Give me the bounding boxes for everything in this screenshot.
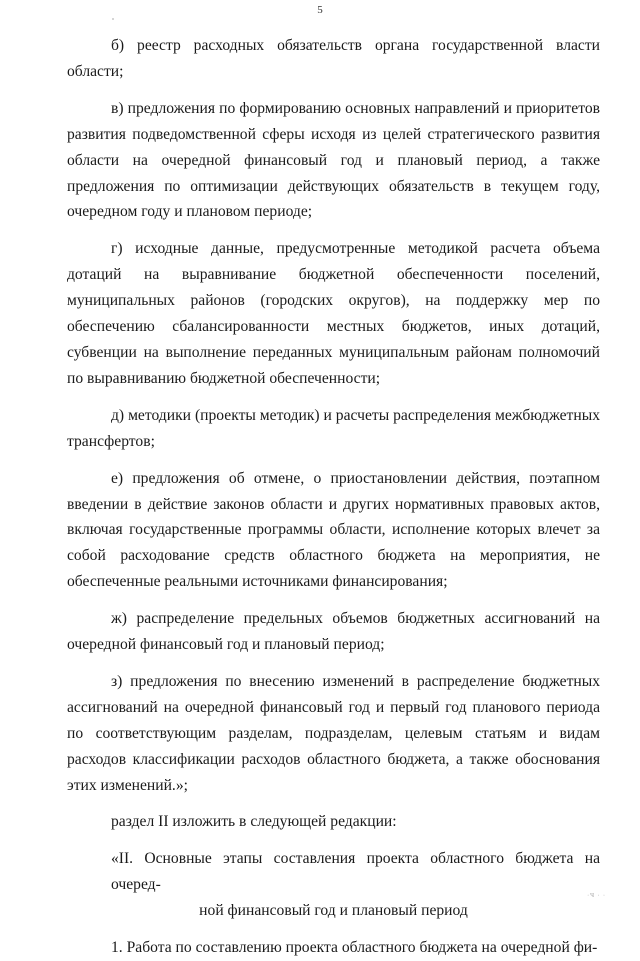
section-heading bbox=[67, 846, 600, 924]
section-heading-line-1: «II. Основные этапы составления проекта областного бюджета на очеред- bbox=[111, 850, 600, 894]
paragraph-b: б) реестр расходных обязательств органа государственной власти области; bbox=[67, 37, 600, 80]
paragraph-d: д) методики (проекты методик) и расчеты распределения межбюджетных трансфертов; bbox=[67, 406, 600, 450]
paragraph-item-1: 1. Работа по составлению проекта областного бюджета на очередной фи- bbox=[111, 939, 598, 957]
paragraph-e: е) предложения об отмене, о приостановлении действия, поэтапном введении в действие законов области и других нормативных правовых актов, включая государственные программы области, исполнение которых влечет за собой расходование средств областного бюджета на мероприятия, не обеспеченные реальными источниками финансирования; bbox=[67, 469, 600, 591]
scan-dot bbox=[112, 18, 114, 20]
document-body bbox=[67, 33, 600, 961]
paragraph-zh: ж) распределение предельных объемов бюджетных ассигнований на очередной финансовый год и плановый период; bbox=[67, 610, 600, 654]
paragraph-v: в) предложения по формированию основных направлений и приоритетов развития подведомственной сферы исходя из целей стратегического развития области на очередной финансовый год и плановый период, а также предложения по оптимизации действующих обязательств в текущем году, очередном году и плановом периоде; bbox=[67, 99, 600, 221]
scan-mark: ·Ч · · bbox=[587, 893, 606, 899]
section-heading-line-2: ной финансовый год и плановый период bbox=[199, 902, 468, 920]
paragraph-z: з) предложения по внесению изменений в распределение бюджетных ассигнований на очередной финансовый год и первый год планового периода по соответствующим разделам, подразделам, целевым статьям и видам расходов классификации расходов областного бюджета, а также обоснования этих изменений.»; bbox=[67, 672, 600, 794]
paragraph-g: г) исходные данные, предусмотренные методикой расчета объема дотаций на выравнивание бюджетной обеспеченности поселений, муниципальных районов (городских округов), на поддержку мер по обеспечению сбалансированности местных бюджетов, иных дотаций, субвенции на выполнение переданных муниципальным районам полномочий по выравниванию бюджетной обеспеченности; bbox=[67, 240, 600, 387]
paragraph-section-intro: раздел II изложить в следующей редакции: bbox=[111, 813, 397, 831]
page-number: 5 bbox=[317, 4, 323, 16]
